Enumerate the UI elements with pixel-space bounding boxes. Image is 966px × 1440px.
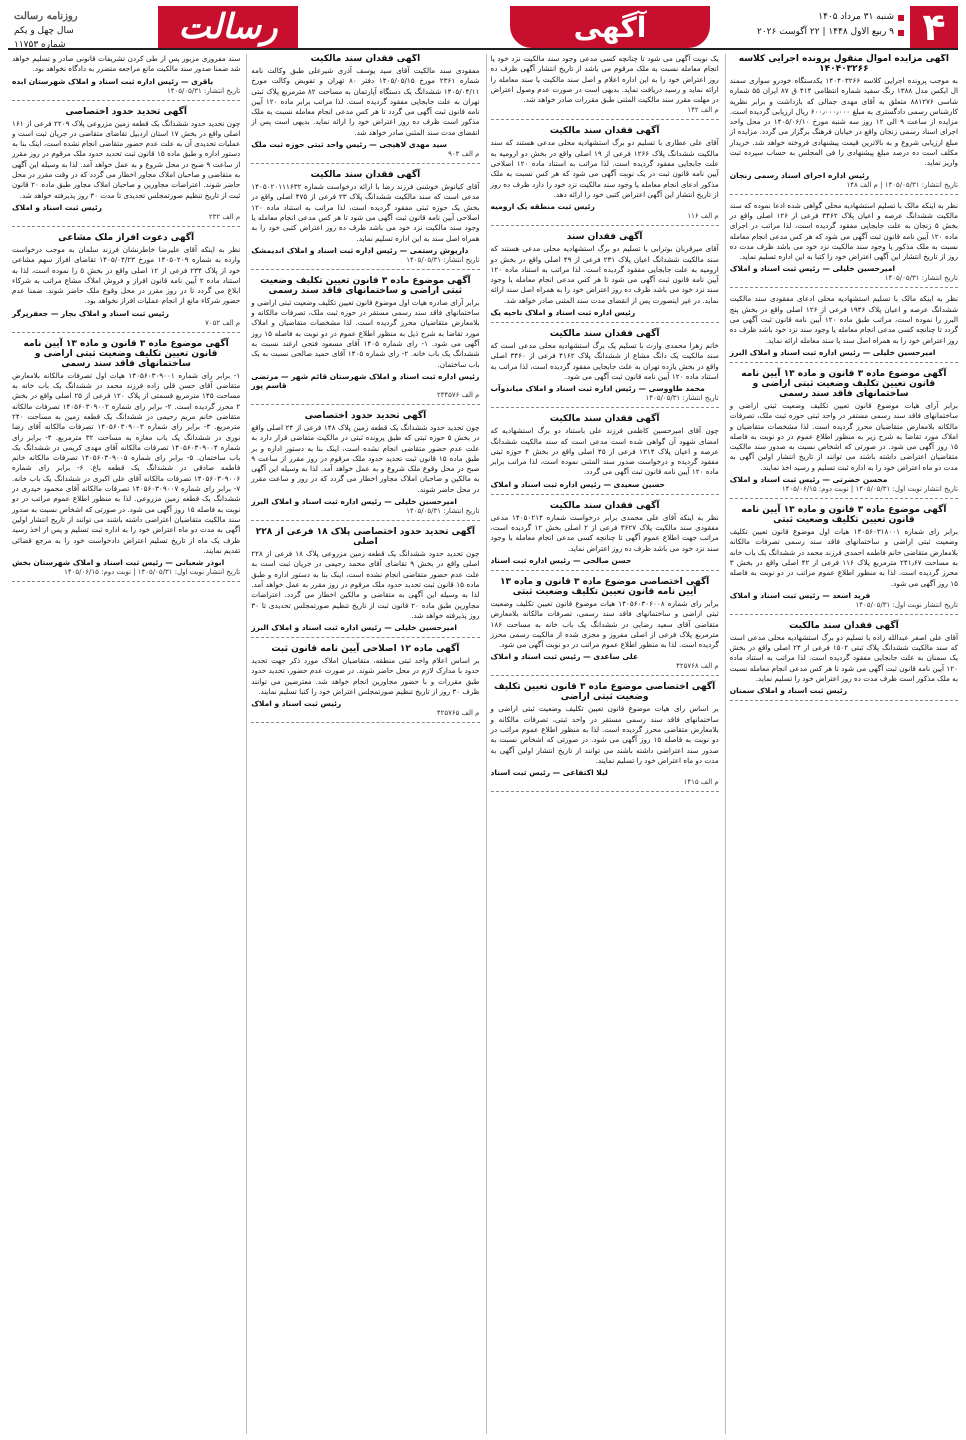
ad-title: آگهی فقدان سند مالکیت	[549, 500, 660, 511]
ad-title: آگهی موضوع ماده ۳ قانون تعیین تکلیف وضعیت ثبتی اراضی و ساختمانهای فاقد سند رسمی	[260, 275, 471, 296]
page-number: ۴	[910, 6, 958, 48]
ad-meta: م الف ۲۳۴۵۷۶	[436, 390, 480, 399]
classified-ad	[251, 170, 479, 270]
ad-meta: تاریخ انتشار: ۱۴۰۵/۰۵/۳۱	[645, 394, 719, 403]
ad-body: نظر به اینکه آقای علی محمدی برابر درخواست شماره ۱۴۰۵۰۲۱۴ مدعی مفقودی سند مالکیت پلاک ۳۶۲۷ فرعی از ۲ اصلی بخش ۱۲ گردیده است، مراتب جهت اطلاع عموم آگهی تا چنانچه کسی مدعی انجام معامله یا وجود سند نزد خود می باشد ظرف ده روز اعتراض نماید.	[490, 512, 719, 553]
ad-body: چون تحدید حدود ششدانگ یک قطعه زمین مزروعی پلاک ۱۸ فرعی از ۲۲۸ اصلی واقع در بخش ۹ تقاضای آقای محمد رحیمی در جریان ثبت است به علت عدم حضور متقاضی انجام نشده است، اینک بنا به دستور اداره و طبق ماده ۱۵ قانون ثبت تحدید حدود ملک مرقوم در روز مقرر به عمل خواهد آمد. لذا به وسیله این آگهی به متقاضی و مالکین اخطار می گردد. اعتراضات مجاورین طبق ماده ۲۰ قانون ثبت از تاریخ تنظیم صورتمجلس تحدیدی تا ۳۰ روز پذیرفته خواهد شد.	[251, 549, 480, 620]
ad-body: به موجب پرونده اجرایی کلاسه ۱۴۰۴۰۳۲۶۶ یکدستگاه خودرو سواری سمند ال ایکس مدل ۱۳۸۸ رنگ سفید شماره انتظامی ۴۱۴ ق ۸۷ ایران ۵۵ شماره شاسی ۸۸۱۲۷۶ متعلق به آقای مهدی جمالی که بازداشت و برابر نظریه کارشناس رسمی دادگستری به مبلغ ۶۰۰٫۰۰۰٫۰۰۰ ریال ارزیابی گردیده است. مزایده از ساعت ۹ الی ۱۲ روز سه شنبه مورخ ۱۴۰۵/۰۶/۱۰ در محل واحد اجرای اسناد رسمی زنجان واقع در خیابان فرهنگ برگزار می گردد. مزایده از مبلغ ارزیابی شروع و به بالاترین قیمت پیشنهادی فروخته خواهد شد. خریدار مکلف است ده درصد مبلغ پیشنهادی را فی المجلس به حساب سپرده ثبت واریز نماید.	[729, 76, 958, 168]
ad-title: آگهی تحدید حدود اختصاصی	[304, 410, 427, 421]
ad-sign: رئیس ثبت اسناد و املاک سمنان	[729, 686, 848, 696]
ad-body: یک نوبت آگهی می شود تا چنانچه کسی مدعی وجود سند مالکیت نزد خود یا انجام معامله نسبت به ملک مرقوم می باشد از تاریخ انتشار آگهی ظرف ده روز اعتراض خود را به این اداره اعلام و اصل سند مالکیت یا سند معامله را ارائه نماید و رسید دریافت نماید. بدیهی است در صورت عدم وصول اعتراض در مهلت مقرر سند مالکیت المثنی طبق مقررات صادر خواهد شد.	[490, 54, 719, 105]
ad-columns	[8, 54, 958, 1434]
date-persian: شنبه ۳۱ مرداد ۱۴۰۵	[818, 12, 894, 22]
ad-meta: م الف ۴۲۵۷۶۵	[436, 709, 480, 718]
ad-body: آقای علی عطاری با تسلیم دو برگ استشهادیه محلی مدعی هستند که سند مالکیت ششدانگ پلاک ۱۲۶۶ فرعی از ۱۹ اصلی واقع در بخش دو ارومیه به علت جابجایی مفقود گردیده است. لذا مراتب به استناد ماده ۱۲۰ اصلاحی آیین نامه قانون ثبت در یک نوبت آگهی می شود که هر کس نسبت به ملک مذکور ادعای انجام معامله یا وجود سند مالکیت نزد خود را دارد ظرف ده روز از تاریخ انتشار این آگهی اعتراض کتبی خود را ارائه دهد.	[490, 138, 719, 199]
ad-body: نظر به اینکه آقای علیرضا خاطرنشان فرزند سلمان به موجب درخواست وارده به شماره ۱۴۰۵۰۲۰۹ مورخ ۱۴۰۵/۰۴/۲۳ تقاضای افراز سهم مشاعی خود از پلاک ۲۳۴ فرعی از ۱۲ اصلی واقع در بخش ۵ را نموده است، لذا به استناد ماده ۲ آیین نامه قانون افراز و فروش املاک مشاع مراتب به شرکاء ابلاغ می گردد تا در روز مقرر در محل وقوع ملک حاضر شوند. ضمنا عدم حضور شرکاء مانع از انجام عملیات افراز نخواهد بود.	[12, 244, 241, 306]
date-block	[710, 6, 910, 48]
ad-sign: لیلا اکتفاعی — رئیس ثبت اسناد	[490, 768, 608, 778]
ad-title: آگهی موضوع ماده ۳ قانون و ماده ۱۳ آیین نامه قانون تعیین تکلیف وضعیت ثبتی اراضی و ساختمانهای فاقد سند رسمی	[741, 368, 947, 399]
ad-title: آگهی فقدان سند مالکیت	[310, 54, 421, 64]
ad-meta: م الف ۷۰۵۲	[205, 318, 241, 327]
ad-sign: محمد طاووسی — رئیس اداره ثبت اسناد و املاک میاندوآب	[490, 384, 705, 394]
classified-ad	[730, 505, 958, 615]
ad-body: برابر آرای هیات موضوع قانون تعیین تکلیف وضعیت ثبتی اراضی و ساختمانهای فاقد سند رسمی مستقر در واحد ثبتی حوزه ثبت ملک، تصرفات مالکانه بلامعارض متقاضیان محرز گردیده است. لذا مشخصات متقاضیان و املاک مورد تقاضا به شرح زیر به منظور اطلاع عموم در دو نوبت به فاصله ۱۵ روز آگهی می شود. در صورتی که اشخاص نسبت به صدور سند مالکیت متقاضیان اعتراضی داشته باشند می توانند از تاریخ انتشار اولین آگهی به مدت دو ماه اعتراض خود را به اداره ثبت تسلیم و رسید اخذ نمایند.	[729, 400, 958, 472]
ad-sign: رئیس اداره ثبت اسناد و املاک شهرستان قائم شهر — مرتضی قاسم پور	[251, 371, 480, 390]
ad-title: آگهی فقدان سند	[566, 232, 643, 243]
ad-sign: محسن حضرتی — رئیس ثبت اسناد و املاک	[729, 475, 888, 485]
ad-body: ۱- برابر رای شماره ۱۴۰۵۶۰۳۰۹۰۰۱ هیات اول تصرفات مالکانه بلامعارض متقاضی آقای حسن قلی زاده فرزند محمد در ششدانگ یک باب خانه به مساحت ۱۴۵ مترمربع قسمتی از پلاک ۱۲۰ فرعی از ۲۵ اصلی واقع در بخش ۲ محرز گردیده است. ۲- برابر رای شماره ۱۴۰۵۶۰۳۰۹۰۰۲ تصرفات مالکانه متقاضی خانم مریم رحیمی در ششدانگ یک قطعه زمین به مساحت ۲۴۰ مترمربع. ۳- برابر رای شماره ۱۴۰۵۶۰۳۰۹۰۰۳ تصرفات مالکانه آقای رضا نوری در ششدانگ یک باب مغازه به مساحت ۳۲ مترمربع. ۴- برابر رای شماره ۱۴۰۵۶۰۳۰۹۰۰۴ تصرفات مالکانه آقای مهدی کریمی در ششدانگ یک باب ساختمان. ۵- برابر رای شماره ۱۴۰۵۶۰۳۰۹۰۰۵ تصرفات مالکانه خانم فاطمه صادقی در ششدانگ یک قطعه باغ. ۶- برابر رای شماره ۱۴۰۵۶۰۳۰۹۰۰۶ تصرفات مالکانه آقای علی اکبری در ششدانگ یک باب خانه. ۷- برابر رای شماره ۱۴۰۵۶۰۳۰۹۰۰۷ تصرفات مالکانه آقای محمود حیدری در ششدانگ یک قطعه زمین مزروعی. لذا به منظور اطلاع عموم مراتب در دو نوبت به فاصله ۱۵ روز آگهی می شود. در صورتی که اشخاص نسبت به صدور سند مالکیت متقاضیان اعتراضی داشته باشند می توانند از تاریخ انتشار اولین آگهی به مدت دو ماه اعتراض خود را به اداره ثبت تسلیم و پس از اخذ رسید ظرف یک ماه از تاریخ تسلیم اعتراض دادخواست خود را به مرجع قضائی تقدیم نمایند.	[12, 370, 241, 555]
ad-title: آگهی موضوع ماده ۳ قانون و ماده ۱۳ آیین نامه قانون تعیین تکلیف وضعیت ثبتی	[741, 505, 947, 526]
ad-sign: امیرحسین خلیلی — رئیس ثبت اسناد و املاک	[729, 264, 896, 274]
masthead	[8, 6, 958, 50]
ad-body: بر اساس رای هیات موضوع قانون تعیین تکلیف وضعیت ثبتی اراضی و ساختمانهای فاقد سند رسمی مستقر در واحد ثبتی، تصرفات مالکانه و بلامعارض متقاضی محرز گردیده است. لذا به منظور اطلاع عموم مراتب در دو نوبت به فاصله ۱۵ روز آگهی می شود. در صورتی که اشخاص نسبت به صدور سند اعتراضی داشته باشند می توانند از تاریخ انتشار اولین آگهی به مدت دو ماه اعتراض خود را تسلیم نمایند.	[490, 704, 719, 765]
ad-meta: تاریخ انتشار: ۱۴۰۵/۰۵/۳۱ | م الف ۱۴۸	[846, 180, 958, 189]
ad-title: آگهی تحدید حدود اختصاصی پلاک ۱۸ فرعی از ۲۲۸ اصلی	[255, 527, 475, 548]
ad-title: آگهی اختصاصی موضوع ماده ۳ قانون و ماده ۱۳ آیین نامه قانون تعیین تکلیف وضعیت ثبتی	[499, 576, 710, 597]
classified-ad	[251, 411, 479, 521]
ad-meta: تاریخ انتشار نوبت اول: ۱۴۰۵/۰۵/۳۱	[855, 600, 958, 609]
ad-meta: م الف ۲۳۲	[208, 212, 241, 221]
ad-sign: رئیس ثبت منطقه یک ارومیه	[490, 202, 595, 212]
ad-column	[246, 54, 479, 1434]
ad-meta: م الف ۴۲۵۷۶۸	[676, 662, 719, 671]
ad-title: آگهی فقدان سند مالکیت	[549, 329, 660, 340]
ad-sign: حسین سعیدی — رئیس اداره ثبت اسناد و املاک	[490, 479, 665, 489]
ad-sign: حسن صالحی — رئیس اداره ثبت اسناد	[490, 555, 632, 565]
ad-title: آگهی فقدان سند مالکیت	[789, 620, 899, 631]
classified-ad	[12, 54, 240, 101]
ad-column	[725, 54, 958, 1434]
ad-title: آگهی ماده ۱۲ اصلاحی آیین نامه قانون ثبت	[271, 644, 460, 655]
ad-column	[8, 54, 240, 1434]
ad-title: آگهی فقدان سند مالکیت	[310, 170, 421, 181]
ad-sign: داریوش رستمی — رئیس اداره ثبت اسناد و املاک اندیمشک	[251, 245, 469, 255]
classified-ad	[491, 126, 719, 226]
ad-column	[486, 54, 719, 1434]
classified-ad	[12, 107, 240, 227]
ad-sign: ابوذر شعبانی — رئیس ثبت اسناد و املاک شهرستان بخش	[12, 558, 225, 568]
ad-body: نظر به اینکه مالک با تسلیم استشهادیه محلی گواهی شده ادعا نموده که سند مالکیت ششدانگ عرصه و اعیان پلاک ۳۴۶۲ فرعی از ۱۲۶ اصلی واقع در بخش ۵ زنجان به علت جابجایی مفقود گردیده است، لذا مراتب در اجرای ماده ۱۲۰ آیین نامه قانون ثبت آگهی می شود که هر کس مدعی انجام معامله نسبت به ملک مذکور یا وجود سند مالکیت نزد خود می باشد ظرف مدت ده روز از تاریخ انتشار این آگهی اعتراض خود را کتبا به این اداره تسلیم نماید.	[729, 200, 958, 262]
ad-title: آگهی دعوت افراز ملک مشاعی	[58, 232, 195, 243]
ad-title: آگهی فقدان سند مالکیت	[549, 126, 660, 137]
classified-ad	[251, 527, 479, 638]
ad-meta: تاریخ انتشار: ۱۴۰۵/۰۵/۳۱	[406, 507, 480, 516]
ad-sign: رئیس اداره اجرای اسناد رسمی زنجان	[729, 170, 870, 180]
ad-meta: تاریخ انتشار نوبت اول: ۱۴۰۵/۰۵/۳۱ | نوبت دوم: ۱۴۰۵/۰۶/۱۵	[64, 568, 241, 577]
ad-body: آقای کیانوش خوشنی فرزند رضا با ارائه درخواست شماره ۱۴۰۵۰۲۰۱۱۱۶۳۲ مدعی است که سند مالکیت ششدانگ پلاک ۲۳ فرعی از ۴۷۵ اصلی واقع در بخش یک حوزه ثبتی مفقود گردیده است، لذا مراتب به استناد ماده ۱۲۰ اصلاحی آیین نامه قانون ثبت آگهی می شود تا هر کس مدعی انجام معامله یا وجود سند مالکیت نزد خود می باشد ظرف ده روز اعتراض کتبی خود را به همراه اصل سند به این اداره تسلیم نماید.	[251, 182, 480, 243]
ad-body: مفقودی سند مالکیت آقای سید یوسف آذری شیرعلی طبق وکالت نامه شماره ۲۳۶۱ مورخ ۱۴۰۵/۰۵/۱۵ دفتر ۸۰ تهران و تفویض وکالت مورخ ۱۴۰۵/۰۴/۱۱ ششدانگ یک دستگاه آپارتمان به مساحت ۸۲ مترمربع پلاک ثبتی تهران به علت جابجایی مفقود گردیده است. لذا مراتب برابر ماده ۱۲۰ آیین نامه قانون ثبت آگهی می گردد تا هر کس مدعی انجام معامله نسبت به ملک مذکور است ظرف ده روز اعتراض خود را ارائه نماید. بدیهی است پس از انقضای مدت سند المثنی صادر خواهد شد.	[251, 66, 480, 137]
ad-title: آگهی موضوع ماده ۳ قانون و ماده ۱۳ آیین نامه قانون تعیین تکلیف وضعیت ثبتی اراضی و ساختمانهای فاقد سند رسمی	[23, 338, 229, 369]
ad-body: آقای علی اصغر عبدالله زاده با تسلیم دو برگ استشهادیه محلی مدعی است که سند مالکیت ششدانگ پلاک ثبتی ۱۵۰۲ فرعی از ۲۴ اصلی واقع در بخش یک سمنان به علت جابجایی مفقود گردیده است. لذا مراتب به استناد ماده ۱۲۰ آیین نامه قانون ثبت آگهی می شود تا هر کس مدعی انجام معامله نسبت به ملک مذکور است ظرف مدت ده روز اعتراض خود را تسلیم نماید.	[729, 632, 958, 683]
ad-title: آگهی مزایده اموال منقول پرونده اجرایی کلاسه ۱۴۰۴۰۳۲۶۶	[738, 54, 949, 74]
ad-meta: تاریخ انتشار نوبت اول: ۱۴۰۵/۰۵/۳۱ | نوبت دوم: ۱۴۰۵/۰۶/۱۵	[781, 485, 958, 494]
ad-sign: امیرحسین خلیلی — رئیس اداره ثبت اسناد و املاک البرز	[729, 347, 936, 357]
ad-body: نظر به اینکه مالک با تسلیم استشهادیه محلی ادعای مفقودی سند مالکیت ششدانگ عرصه و اعیان پلاک ۱۹۴۶ فرعی از ۱۲۶ اصلی واقع در بخش پنج البرز را نموده است، مراتب طبق ماده ۱۲۰ آیین نامه قانون ثبت آگهی می گردد تا چنانچه کسی مدعی انجام معامله یا وجود سند نزد خود باشد ظرف ده روز اعتراض خود را به همراه اصل سند یا سند معامله ارائه نماید.	[729, 294, 958, 345]
classified-ad	[491, 501, 719, 571]
ad-body: چون آقای امیرحسین کاظمی فرزند علی باستناد دو برگ استشهادیه که امضای شهود آن گواهی شده است مدعی است که سند مالکیت ششدانگ عرصه و اعیان پلاک ۱۳۱۴ فرعی از ۴۵ اصلی واقع در بخش ۴ حوزه ثبتی مفقود گردیده و درخواست صدور سند المثنی نموده است، لذا مراتب برابر ماده ۱۲۰ آیین نامه قانون ثبت آگهی می گردد.	[490, 426, 719, 477]
issue-label: شماره ۱۱۷۵۳	[14, 40, 66, 50]
brand-name: روزنامه رسالت	[14, 11, 78, 22]
classified-ad	[491, 414, 719, 494]
classified-ad	[12, 233, 240, 333]
ad-meta: م الف ۱۱۶	[687, 212, 719, 221]
bullet-icon	[898, 15, 904, 21]
classified-ad	[491, 577, 719, 676]
ad-body: سند مفروزی مزبور پس از طی کردن تشریفات قانونی صادر و تسلیم خواهد شد ضمنا صدور سند مالکیت مانع مراجعه متضرر به دادگاه نخواهد بود.	[12, 54, 241, 74]
classified-ad	[730, 369, 958, 499]
ad-body: آقای میرقربان بوترابی با تسلیم دو برگ استشهادیه محلی مدعی هستند که سند مالکیت ششدانگ اعیان پلاک ۲۳۱ فرعی از ۴۹ اصلی واقع در بخش دو ارومیه به علت جابجایی مفقود گردیده است. لذا مراتب به استناد ماده ۱۲۰ آیین نامه قانون ثبت آگهی می شود تا هر کس مدعی انجام معامله یا وجود سند نزد خود می باشد ظرف ده روز اعتراض خود را به همراه اصل سند ارائه نماید. در غیر اینصورت پس از انقضای مدت سند المثنی صادر خواهد شد.	[490, 244, 719, 305]
ad-meta: تاریخ انتشار: ۱۴۰۵/۰۵/۳۱	[884, 274, 958, 283]
ad-body: برابر آرای صادره هیات اول موضوع قانون تعیین تکلیف وضعیت ثبتی اراضی و ساختمانهای فاقد سند رسمی مستقر در حوزه ثبت ملک، تصرفات مالکانه و بلامعارض متقاضیان محرز گردیده است. لذا مشخصات متقاضیان و املاک مورد تقاضا به شرح ذیل به منظور اطلاع عموم در دو نوبت به فاصله ۱۵ روز آگهی می شود. ۱- رای شماره ۱۴۰۵ آقای مسعود فتحی ارغند نسبت به ششدانگ یک باب خانه. ۲- رای شماره ۱۴۰۵ آقای حمید صالحی نسبت به یک باب ساختمان.	[251, 297, 480, 369]
ad-sign: رئیس ثبت اسناد و املاک بجار — جعفرپرگر	[12, 308, 169, 318]
classified-ad	[251, 276, 479, 405]
ad-meta: تاریخ انتشار: ۱۴۰۵/۰۵/۳۱	[406, 255, 480, 264]
classified-ad	[491, 682, 719, 792]
ad-sign: امیرحسین خلیلی — رئیس اداره ثبت اسناد و املاک البرز	[251, 497, 457, 507]
ad-body: چون تحدید حدود ششدانگ یک قطعه زمین مزروعی پلاک ۲۲۰۹ فرعی از ۱۶۱ اصلی واقع در بخش ۱۷ استان اردبیل تقاضای متقاضی در جریان ثبت است و عملیات تحدیدی آن به علت عدم حضور متقاضی انجام نشده است، اینک بنا به دستور اداره و طبق ماده ۱۵ قانون ثبت تحدید حدود ملک مرقوم در روز مقرر از ساعت ۹ صبح در محل شروع و به عمل خواهد آمد. لذا به وسیله این آگهی به متقاضی و صاحبان املاک مجاور اخطار می گردد که در وقت مقرر در محل حاضر شوند. اعتراضات مجاورین و صاحبان املاک مجاور طبق ماده ۲۰ قانون ثبت از تاریخ تنظیم صورتمجلس تحدیدی تا مدت ۳۰ روز پذیرفته خواهد شد.	[12, 118, 241, 200]
classified-ad	[251, 644, 479, 723]
ad-sign: رئیس ثبت اسناد و املاک	[12, 202, 102, 212]
ad-sign: باقری — رئیس اداره ثبت اسناد و املاک شهرستان ابده	[12, 76, 214, 86]
ad-meta: م الف ۱۴۱۵	[683, 778, 719, 787]
ad-meta: تاریخ انتشار: ۱۴۰۵/۰۵/۳۱	[166, 86, 241, 95]
ad-body: بر اساس اعلام واحد ثبتی منطقه، متقاضیان املاک مورد ذکر جهت تحدید حدود با مدارک لازم در محل حاضر شوند. در صورت عدم حضور، تحدید حدود طبق مقررات و با حضور مجاورین انجام خواهد شد. معترضین می توانند ظرف ۳۰ روز از تاریخ تنظیم صورتمجلس اعتراض خود را کتبا تسلیم نمایند.	[251, 656, 480, 696]
classified-ad	[12, 339, 240, 582]
ad-meta: م الف ۹۰۴	[448, 150, 480, 159]
classified-ad	[730, 294, 958, 362]
ad-title: آگهی تحدید حدود اختصاصی	[65, 106, 187, 117]
ad-sign: رئیس ثبت اسناد و املاک	[251, 699, 342, 709]
classified-ad	[491, 329, 719, 408]
classified-ad	[251, 54, 479, 164]
ad-body: برابر رای شماره ۱۴۰۵۶۰۳۰۶۰۰۸ هیات موضوع قانون تعیین تکلیف وضعیت ثبتی اراضی و ساختمانهای فاقد سند رسمی، تصرفات مالکانه بلامعارض متقاضی آقای سعید رضایی در ششدانگ یک باب خانه به مساحت ۱۸۶ مترمربع پلاک فرعی از اصلی مفروز و مجزی شده از مالکیت رسمی محرز گردیده است. لذا به منظور اطلاع عموم مراتب در دو نوبت آگهی می شود.	[490, 598, 719, 650]
bullet-icon	[898, 30, 904, 36]
ad-sign: سید مهدی لاهیجی — رئیس واحد ثبتی حوزه ثبت ملک	[251, 140, 448, 150]
ad-body: برابر رای شماره ۱۴۰۵۶۰۳۱۸۰۰۱ هیات اول موضوع قانون تعیین تکلیف وضعیت ثبتی اراضی و ساختمانهای فاقد سند رسمی تصرفات مالکانه بلامعارض متقاضی خانم فاطمه احمدی فرزند محمد در ششدانگ یک باب خانه به مساحت ۲۴۱٫۶۷ مترمربع پلاک ۱۱۶ فرعی از ۴۲ اصلی واقع در بخش ۳ محرز گردیده است. لذا به منظور اطلاع عموم مراتب در دو نوبت به فاصله ۱۵ روز آگهی می شود.	[729, 527, 958, 588]
ad-body: خانم زهرا محمدی وارث با تسلیم یک برگ استشهادیه محلی مدعی است که سند مالکیت یک دانگ مشاع از ششدانگ پلاک ۴۱۶۲ فرعی از ۳۴۶۰ اصلی واقع در بخش یازده تهران به علت جابجایی مفقود گردیده است، لذا مراتب به استناد ماده ۱۲۰ آیین نامه قانون ثبت آگهی می شود.	[490, 341, 719, 381]
newspaper-logo: رسالت	[158, 6, 298, 48]
year-label: سال چهل و یکم	[14, 26, 74, 36]
ad-body: چون تحدید حدود ششدانگ یک قطعه زمین پلاک ۱۴۸ فرعی از ۲۴ اصلی واقع در بخش ۵ حوزه ثبتی که طبق پرونده ثبتی در مالکیت متقاضی قرار دارد به علت عدم حضور متقاضی انجام نشده است، اینک بنا به دستور اداره و بر طبق ماده ۱۵ قانون ثبت تحدید حدود ملک مرقوم در روز مقرر از ساعت ۹ صبح در محل وقوع ملک شروع و به عمل خواهد آمد. لذا به وسیله این آگهی به مالکین و صاحبان املاک مجاور اخطار می گردد که در روز و ساعت مقرر در محل حاضر شوند.	[251, 422, 480, 494]
ad-sign: امیرحسین خلیلی — رئیس اداره ثبت اسناد و املاک البرز	[251, 623, 457, 633]
ad-sign: رئیس اداره ثبت اسناد و املاک ناحیه یک	[490, 308, 636, 318]
classified-ad	[730, 54, 958, 195]
classified-ad	[491, 232, 719, 323]
ad-sign: فرید اسعد — رئیس ثبت اسناد و املاک	[729, 590, 871, 600]
issue-info	[8, 6, 158, 48]
ad-sign: علی ساعدی — رئیس ثبت اسناد و املاک	[490, 652, 639, 662]
classified-ad	[730, 621, 958, 701]
ad-title: آگهی فقدان سند مالکیت	[549, 414, 660, 425]
classified-ad	[730, 201, 958, 289]
ad-meta: م الف ۱۴۲	[687, 106, 719, 115]
ad-title: آگهی اختصاصی موضوع ماده ۳ قانون تعیین تکلیف وضعیت ثبتی اراضی	[494, 682, 716, 703]
section-title: آگهی	[510, 6, 710, 48]
date-other: ۹ ربیع الاول ۱۴۴۸ | ۲۲ آگوست ۲۰۲۶	[757, 27, 894, 37]
classified-ad	[491, 54, 719, 120]
